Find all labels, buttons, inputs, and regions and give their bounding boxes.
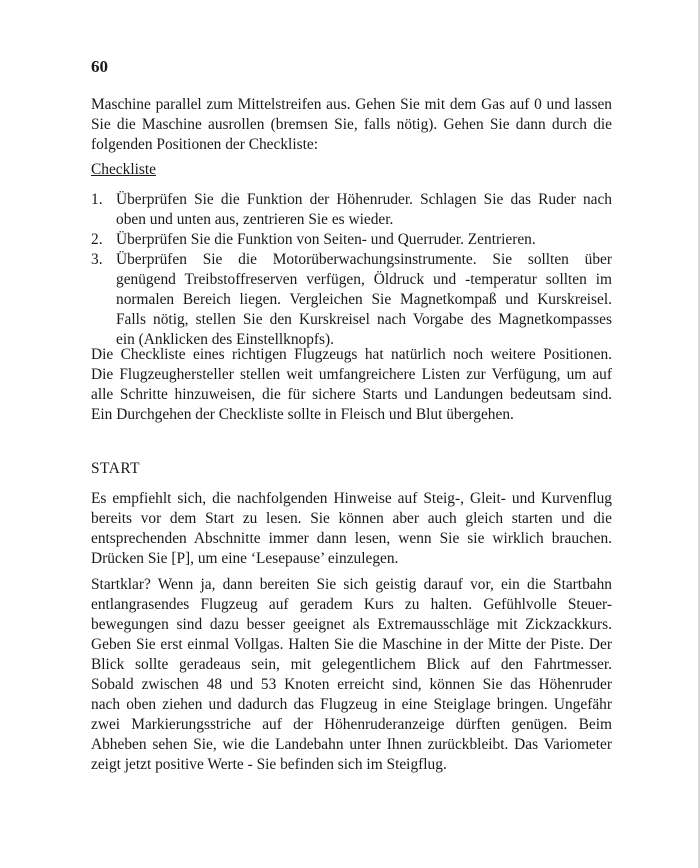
checklist-item [91,250,612,350]
item-number: 3. [91,251,103,268]
text-line: Überprüfen Sie die Funktion von Seiten- und Querruder. Zentrieren. [116,231,536,248]
text-line: alle Schritte hinzuweisen, die für sichere Starts und Landungen bedeutsam sind. [91,386,612,403]
text-line: Die Flugzeughersteller stellen weit umfangreichere Listen zur Verfügung, um auf [91,366,612,383]
text-line: Die Checkliste eines richtigen Flugzeugs hat natürlich noch weitere Positionen. [91,346,612,363]
text-line: folgenden Positionen der Checkliste: [91,136,318,153]
start-heading: START [91,460,141,477]
text-line: ein (Anklicken des Einstellknopfs). [116,331,334,348]
checklist-item [91,230,612,250]
start-paragraph-2 [91,575,612,775]
checklist-heading: Checkliste [91,161,156,178]
intro-paragraph [91,95,612,155]
text-line: Sie die Maschine ausrollen (bremsen Sie, falls nötig). Gehen Sie dann durch die [91,116,612,133]
checklist-item [91,190,612,230]
item-number: 2. [91,231,103,248]
text-line: entlangrasendes Flugzeug auf geradem Kurs zu halten. Gefühlvolle Steuer- [91,596,612,613]
text-line: Blick sollte geradeaus sein, mit gelegentlichem Blick auf den Fahrtmesser. [91,656,612,673]
text-line: entsprechenden Abschnitte immer dann lesen, wenn Sie sie wirklich brauchen. [91,530,612,547]
text-line: Sobald zwischen 48 und 53 Knoten erreicht sind, können Sie das Höhenruder [91,676,612,693]
start-paragraph-1 [91,489,612,569]
text-line: bewegungen sind dazu besser geeignet als Extremausschläge mit Zickzackkurs. [91,616,612,633]
text-line: Geben Sie erst einmal Vollgas. Halten Sie die Maschine in der Mitte der Piste. Der [91,636,612,653]
text-line: Ein Durchgehen der Checkliste sollte in Fleisch und Blut übergehen. [91,406,514,423]
checklist-note-paragraph [91,345,612,425]
text-line: Startklar? Wenn ja, dann bereiten Sie sich geistig darauf vor, ein die Startbahn [91,576,612,593]
text-line: bereits vor dem Start zu lesen. Sie können aber auch gleich starten und die [91,510,612,527]
text-line: Drücken Sie [P], um eine ‘Lesepause’ einzulegen. [91,550,399,567]
text-line: Es empfiehlt sich, die nachfolgenden Hinweise auf Steig-, Gleit- und Kurvenflug [91,490,612,507]
page-number: 60 [91,57,108,76]
text-line: Maschine parallel zum Mittelstreifen aus. Gehen Sie mit dem Gas auf 0 und lassen [91,96,612,113]
text-line: Falls nötig, stellen Sie den Kurskreisel nach Vorgabe des Magnetkompasses [116,311,612,328]
text-line: Abheben sehen Sie, wie die Landebahn unter Ihnen zurückbleibt. Das Variometer [91,736,612,753]
item-number: 1. [91,191,103,208]
text-line: zwei Markierungsstriche auf der Höhenruderanzeige dürften genügen. Beim [91,716,612,733]
text-line: nach oben ziehen und dadurch das Flugzeug in eine Steiglage bringen. Ungefähr [91,696,612,713]
text-line: genügend Treibstoffreserven verfügen, Öldruck und -temperatur sollten im [116,271,612,288]
checklist [91,190,612,350]
text-line: oben und unten aus, zentrieren Sie es wieder. [116,211,394,228]
text-line: zeigt jetzt positive Werte - Sie befinden sich im Steigflug. [91,756,447,773]
text-line: Überprüfen Sie die Funktion der Höhenruder. Schlagen Sie das Ruder nach [116,191,612,208]
text-line: normalen Bereich liegen. Vergleichen Sie Magnetkompaß und Kurskreisel. [116,291,612,308]
text-line: Überprüfen Sie die Motorüberwachungsinstrumente. Sie sollten über [116,251,612,268]
